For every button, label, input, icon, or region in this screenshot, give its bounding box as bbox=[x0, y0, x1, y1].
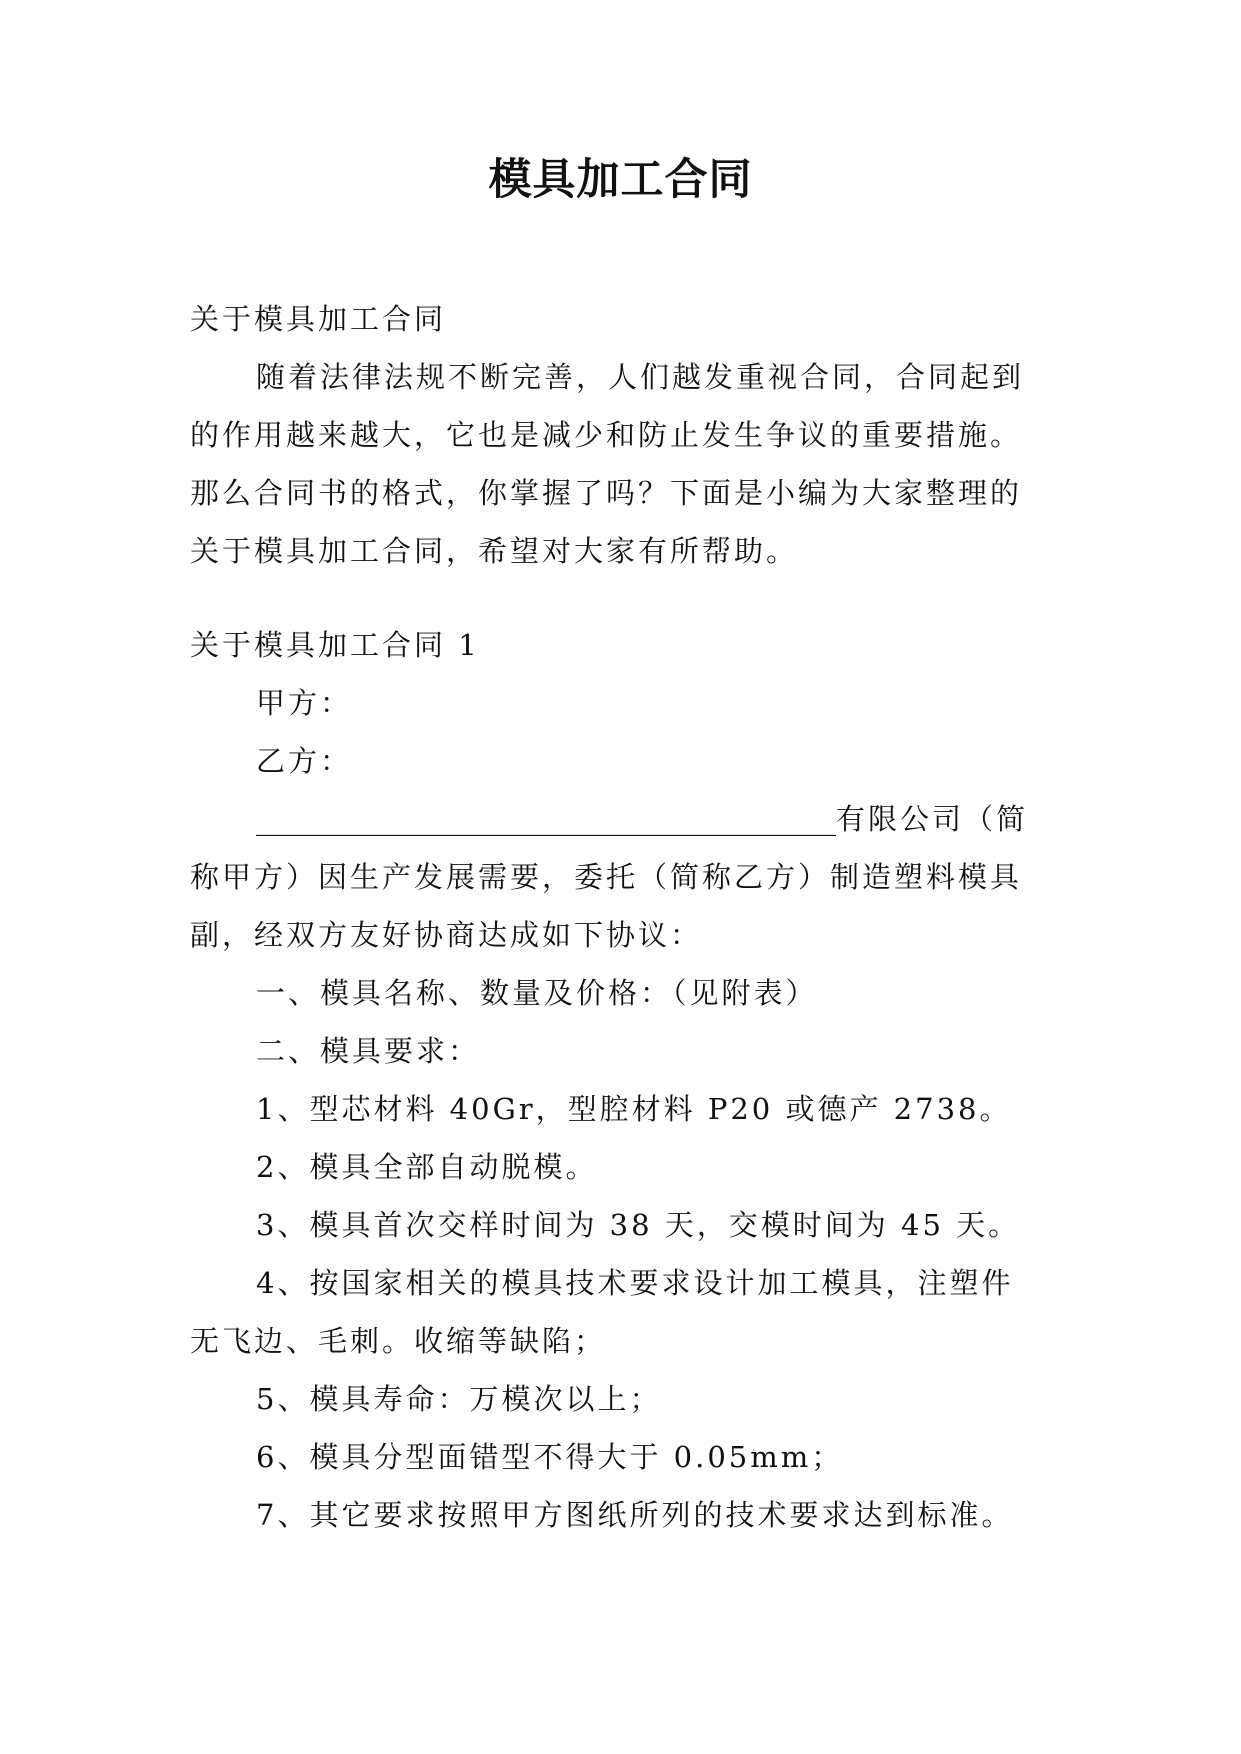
intro-heading: 关于模具加工合同 bbox=[190, 302, 447, 336]
agreement-line: 副，经双方友好协商达成如下协议： bbox=[190, 918, 703, 952]
company-blank: ________________________________________ bbox=[256, 802, 836, 836]
company-suffix: 有限公司（简 bbox=[836, 802, 1029, 836]
requirement-5: 5、模具寿命：万模次以上； bbox=[256, 1382, 662, 1416]
requirement-6: 6、模具分型面错型不得大于 0.05mm； bbox=[256, 1440, 844, 1474]
paragraph-gap bbox=[190, 580, 1055, 616]
requirement-2: 2、模具全部自动脱模。 bbox=[256, 1150, 598, 1184]
section-heading: 关于模具加工合同 1 bbox=[190, 628, 480, 662]
party-a-label: 甲方： bbox=[256, 686, 353, 720]
intro-line: 的作用越来越大，它也是减少和防止发生争议的重要措施。 bbox=[190, 418, 1023, 452]
intro-line: 那么合同书的格式，你掌握了吗？下面是小编为大家整理的 bbox=[190, 476, 1023, 510]
requirement-7: 7、其它要求按照甲方图纸所列的技术要求达到标准。 bbox=[256, 1498, 1014, 1532]
intro-line: 随着法律法规不断完善，人们越发重视合同，合同起到 bbox=[256, 360, 1025, 394]
document-title: 模具加工合同 bbox=[488, 155, 753, 205]
requirement-4: 4、按国家相关的模具技术要求设计加工模具，注塑件 bbox=[256, 1266, 1014, 1300]
requirement-3: 3、模具首次交样时间为 38 天，交模时间为 45 天。 bbox=[256, 1208, 1021, 1242]
agreement-line: 称甲方）因生产发展需要，委托（简称乙方）制造塑料模具 bbox=[190, 860, 1023, 894]
requirement-1: 1、型芯材料 40Gr，型腔材料 P20 或德产 2738。 bbox=[256, 1092, 1012, 1126]
intro-line: 关于模具加工合同，希望对大家有所帮助。 bbox=[190, 534, 799, 568]
party-b-label: 乙方： bbox=[256, 744, 353, 778]
clause-one: 一、模具名称、数量及价格：（见附表） bbox=[256, 976, 818, 1010]
intro-paragraph bbox=[190, 348, 1055, 580]
document-body bbox=[190, 290, 1055, 1544]
clause-two: 二、模具要求： bbox=[256, 1034, 481, 1068]
requirement-4-continued: 无飞边、毛刺。收缩等缺陷； bbox=[190, 1324, 607, 1358]
company-line bbox=[190, 790, 1055, 848]
